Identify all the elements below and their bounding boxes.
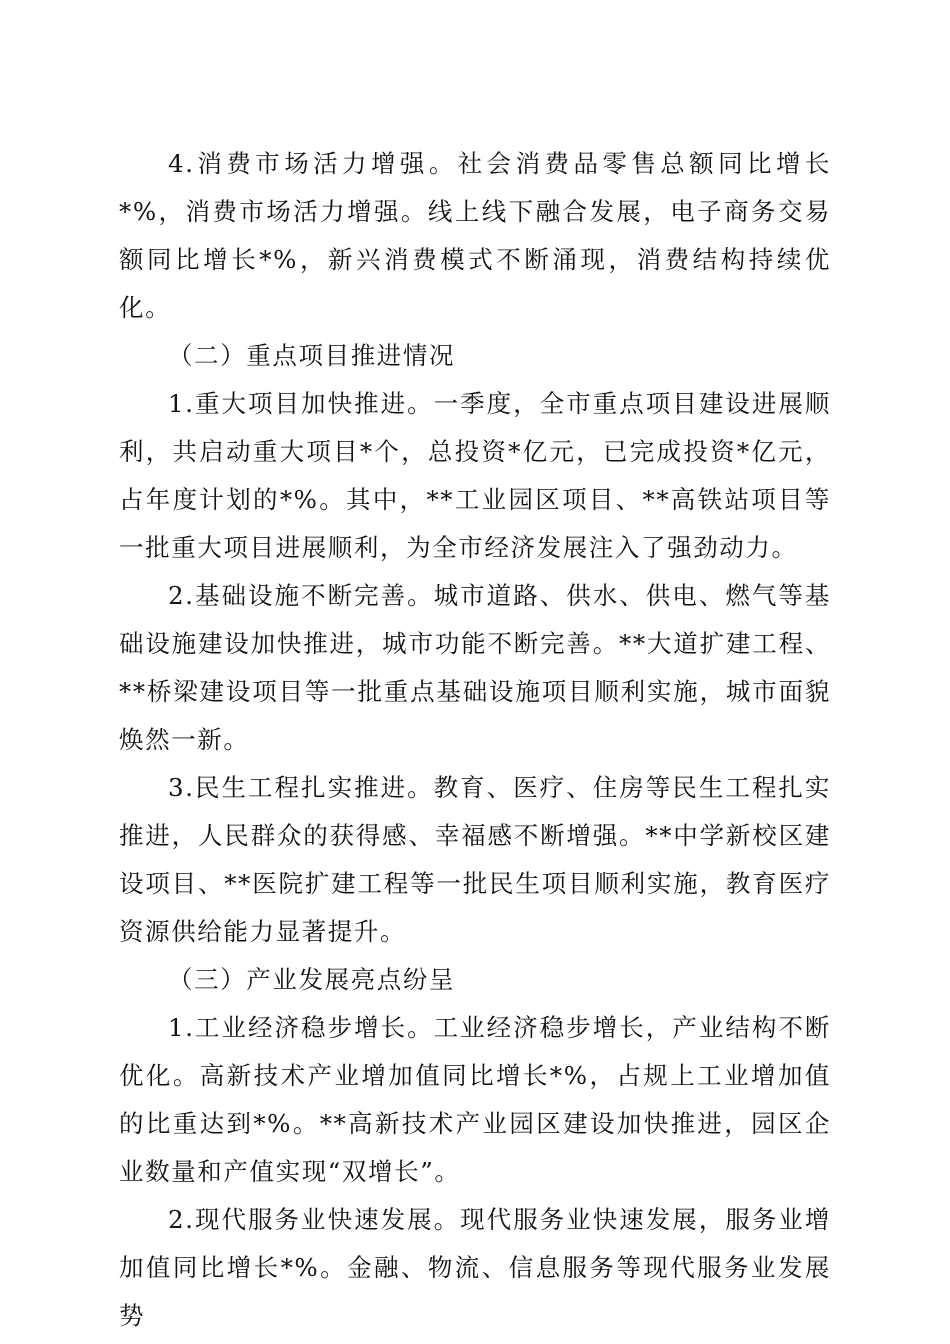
paragraph-major-projects: 1.重大项目加快推进。一季度，全市重点项目建设进展顺利，共启动重大项目*个，总投资*亿元，已完成投资*亿元，占年度计划的*%。其中，**工业园区项目、**高铁站项目等一批重大项目进展顺利，为全市经济发展注入了强劲动力。 bbox=[119, 389, 831, 562]
paragraph-livelihood-projects: 3.民生工程扎实推进。教育、医疗、住房等民生工程扎实推进，人民群众的获得感、幸福感不断增强。**中学新校区建设项目、**医院扩建工程等一批民生项目顺利实施，教育医疗资源供给能力显著提升。 bbox=[119, 773, 831, 946]
document-page bbox=[119, 140, 831, 1340]
section-heading-industry-development: （三）产业发展亮点纷呈 bbox=[168, 965, 456, 994]
paragraph-modern-services: 2.现代服务业快速发展。现代服务业快速发展，服务业增加值同比增长*%。金融、物流、信息服务等现代服务业发展势 bbox=[119, 1205, 831, 1330]
section-heading-key-projects: （二）重点项目推进情况 bbox=[168, 341, 456, 370]
paragraph-infrastructure: 2.基础设施不断完善。城市道路、供水、供电、燃气等基础设施建设加快推进，城市功能不断完善。**大道扩建工程、**桥梁建设项目等一批重点基础设施项目顺利实施，城市面貌焕然一新。 bbox=[119, 581, 831, 754]
paragraph-consumption-market: 4.消费市场活力增强。社会消费品零售总额同比增长*%，消费市场活力增强。线上线下融合发展，电子商务交易额同比增长*%，新兴消费模式不断涌现，消费结构持续优化。 bbox=[119, 149, 831, 322]
paragraph-industrial-economy: 1.工业经济稳步增长。工业经济稳步增长，产业结构不断优化。高新技术产业增加值同比增长*%，占规上工业增加值的比重达到*%。**高新技术产业园区建设加快推进，园区企业数量和产值实现“双增长”。 bbox=[119, 1013, 831, 1186]
